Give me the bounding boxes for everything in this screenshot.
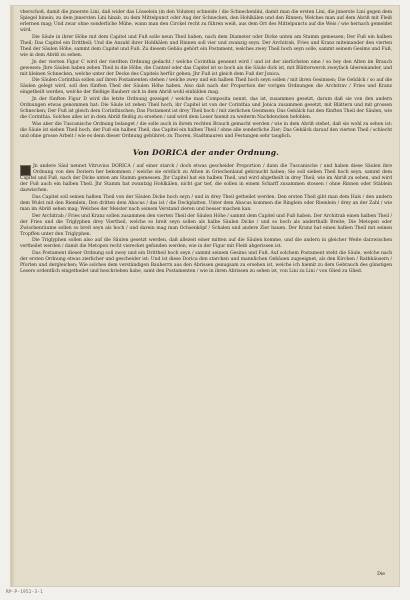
decorated-initial-icon <box>20 165 31 176</box>
paragraph: Jn der vierten Figur C wird der vierdten Ordnung gedacht / welche Corinthia genennt wird / und ist der zierlichsten eine / so bey den Alten im Brauch gewesen: Jhre Säulen haben zehen Theil in die Höhe, die Cantzel oder das Capitel ist so hoch als die Säule dick ist, mit Blätterwerck zweyfach übereinander, und mit kleinen Schnecken, welche unter der Decke des Capitels herfür gehen; Jhr Fuß ist gleich dem Fuß der Jonica. <box>20 59 392 77</box>
accession-number: RP-P-1952-3-1 <box>6 590 43 595</box>
document-page <box>11 6 399 586</box>
paragraph: Das Capitel soll seinen halben Theil von der Säulen Dicke hoch seyn / und in drey Theil getheilet werden. Den ersten Theil gibt man dem Hals / den andern dem Wulst mit den Riemlein; Den dritten dem Abacus / das ist / die Deckplatten. Unter dem Abacus kommen die Ringlein oder Riemlein / drey an der Zahl / wie man im Abriß sehen mag; Welches der Meister nach seinem Verstand zieren und besser machen kan. <box>20 194 392 212</box>
paragraph: Das Postament dieser Ordnung soll zwey und ein Drittheil hoch seyn / sammt seinem Gesims und Fuß. Auf solchem Postament steht die Säule, welche nach der ersten Ordnung etwas zierlicher und gescheider ist: Und ist diese Dorica den starcken und mannlichen Gebäuen zugeeignet, als den Kirchen / Rathhäusern / Pforten und dergleichen; Wie solches dem verständigen Bauherrn aus den Abrissen genugsam zu ersehen ist, welche ich hiemit zu dem Gebrauch des günstigen Lesers ordentlich eingetheilet und beschrieben habe, samt den Postamenten / wie in ihren Abrissen zu sehen ist, von Lini zu Lini / von Glied zu Glied. <box>20 250 392 275</box>
paragraph: Die Triglyphen sollen also auf die Säulen gesetzt werden, daß allezeit einer mitten auf die Säulen komme, und die andern in gleicher Weite darzwischen vertheilet werden / damit die Metopen recht vierecket gefunden werden; wie in der Figur mit Fleiß abgerissen ist. <box>20 238 392 250</box>
catchword: Die <box>377 572 385 577</box>
paragraph: Die Säulen Corinthia sollen auf ihren Postamenten stehen / welche zwey und ein halben Theil hoch seyn sollen / mit ihren Gesimsen; Die Gebälck / so auf die Säulen gelegt wird, soll den fünften Theil der Säulen Höhe haben. Also daß nach der Proportion der vorigen Ordnungen die Architrav / Fries und Kranz eingetheilt werden, welche der fleißige Bauherr sich in dem Abriß wohl einbilden mag. <box>20 78 392 96</box>
paragraph: Jn der fünften Figur D wird die letzte Ordnung gezeiget / welche man Composita nennt, das ist, zusammen gesetzt, darum daß sie von den andern Ordnungen etwas genommen hat: Die Säule ist zehen Theil hoch, ihr Capitel ist von der Corinthia und Jonica zusammen gesetzt, mit Blättern und mit grossen Schnecken; Der Fuß ist gleich dem Corinthischen; Das Postament ist drey Theil hoch / mit zierlichen Gesimsen; Das Gebälck hat den fünften Theil der Säulen, wie die Corinthia. Solches alles ist in dem Abriß fleißig zu ersehen / und wird dem Leser hiemit zu weiterm Nachdencken befohlen. <box>20 97 392 121</box>
paragraph: Die Säule in ihrer Höhe mit dem Capitel und Fuß solle neun Theil haben, nach dem Diameter oder Dicke unten am Stamm gemessen; Der Fuß ein halben Theil; Das Capitel ein Drittheil; Und die Anzahl ihrer Hohlkälen und Rinnen soll vier und zwanzig seyn. Der Architrab, Fries und Kranz miteinander den vierten Theil der Säulen Höhe, sammt dem Capitel und Fuß. Zu diesem Gebäu gehört ein Postament, welches zwey Theil hoch seyn solle, sammt seinem Gesims und Fuß, wie in dem Abriß zu sehen. <box>20 34 392 58</box>
section-heading: Von DORICA der ander Ordnung. <box>132 147 280 157</box>
paragraph: Jn andere Säul nennet Vitruvius DORICA / auf einer starck / doch etwas gescheider Proportion / dann die Tuscanische / und haben diese Säulen ihre Ordnung von den Doriern her bekommen / welche sie erstlich zu Athen in Griechenland gebraucht haben; Sie soll sieben Theil hoch seyn, sammt dem Capitel und Fuß, nach der Dicke unten am Stamm gemessen. Jhr Capitel hat ein halben Theil, und wird abgetheilt in drey Theil, wie im Abriß zu sehen, und wird der Fuß auch ein halben Theil. Jhr Stamm hat zwantzig Hohlkälen, nicht gar tief, die sollen in einem Scharff zusammen stossen / ohne Rinnen oder Stäblein dazwischen. <box>20 163 392 194</box>
paragraph: Was aber die Tuscanische Ordnung belanget / die solle auch in ihrem rechten Brauch gemacht werden / wie in dem Abriß stehet, daß sie wohl zu sehen ist: die Säule ist sieben Theil hoch, der Fuß ein halben Theil, das Capitel ein halben Theil / ohne alle sonderliche Zier; Das Gebälck darauf den vierten Theil / schlecht und ohne grosse Arbeit / wie es denn dieser Ordnung gebühret; zu Thoren, Stadtmauren und Festungen sehr tauglich. <box>20 121 392 139</box>
body-text <box>20 10 392 275</box>
paragraph: Der Architrab / Fries und Kranz sollen zusammen den vierten Theil der Säulen Höhe / sammt dem Capitel und Fuß haben. Der Architrab einen halben Theil / der Fries und die Triglyphen drey Viertheil, welche so breit seyn sollen als halbe Säulen Dicke / und so hoch als anderthalb Breite; Die Metopen oder Zwischenräume sollen so breit seyn als hoch / und darein mag man Ochsenköpf / Schalen und andere Zier hauen. Der Kranz hat einen halben Theil mit seinen Tropffen unter den Triglyphen. <box>20 213 392 237</box>
paragraph: vberschoß, damit die jnnerste Lini, daß wider das Lösselein (in den Voluten) schneide / die Schneckenlini, damit man die ersten Lini, die jnnerste Lini gegen dem Spiegel hinein; zu dem jnnersten Lini hinab, zu dem Mittelpunct oder Aug der Schnecken, den Hohlkälen und den Rinnen; Welches man auf dem Abriß mit Fleiß erlernen mag; Und zwar ohne sonderliche Mühe, wann man den Circkel recht zu führen weiß, aus dem Ort des Mittelpuncts auf die Weis / wie hernach gemeldet wird. <box>20 10 392 34</box>
